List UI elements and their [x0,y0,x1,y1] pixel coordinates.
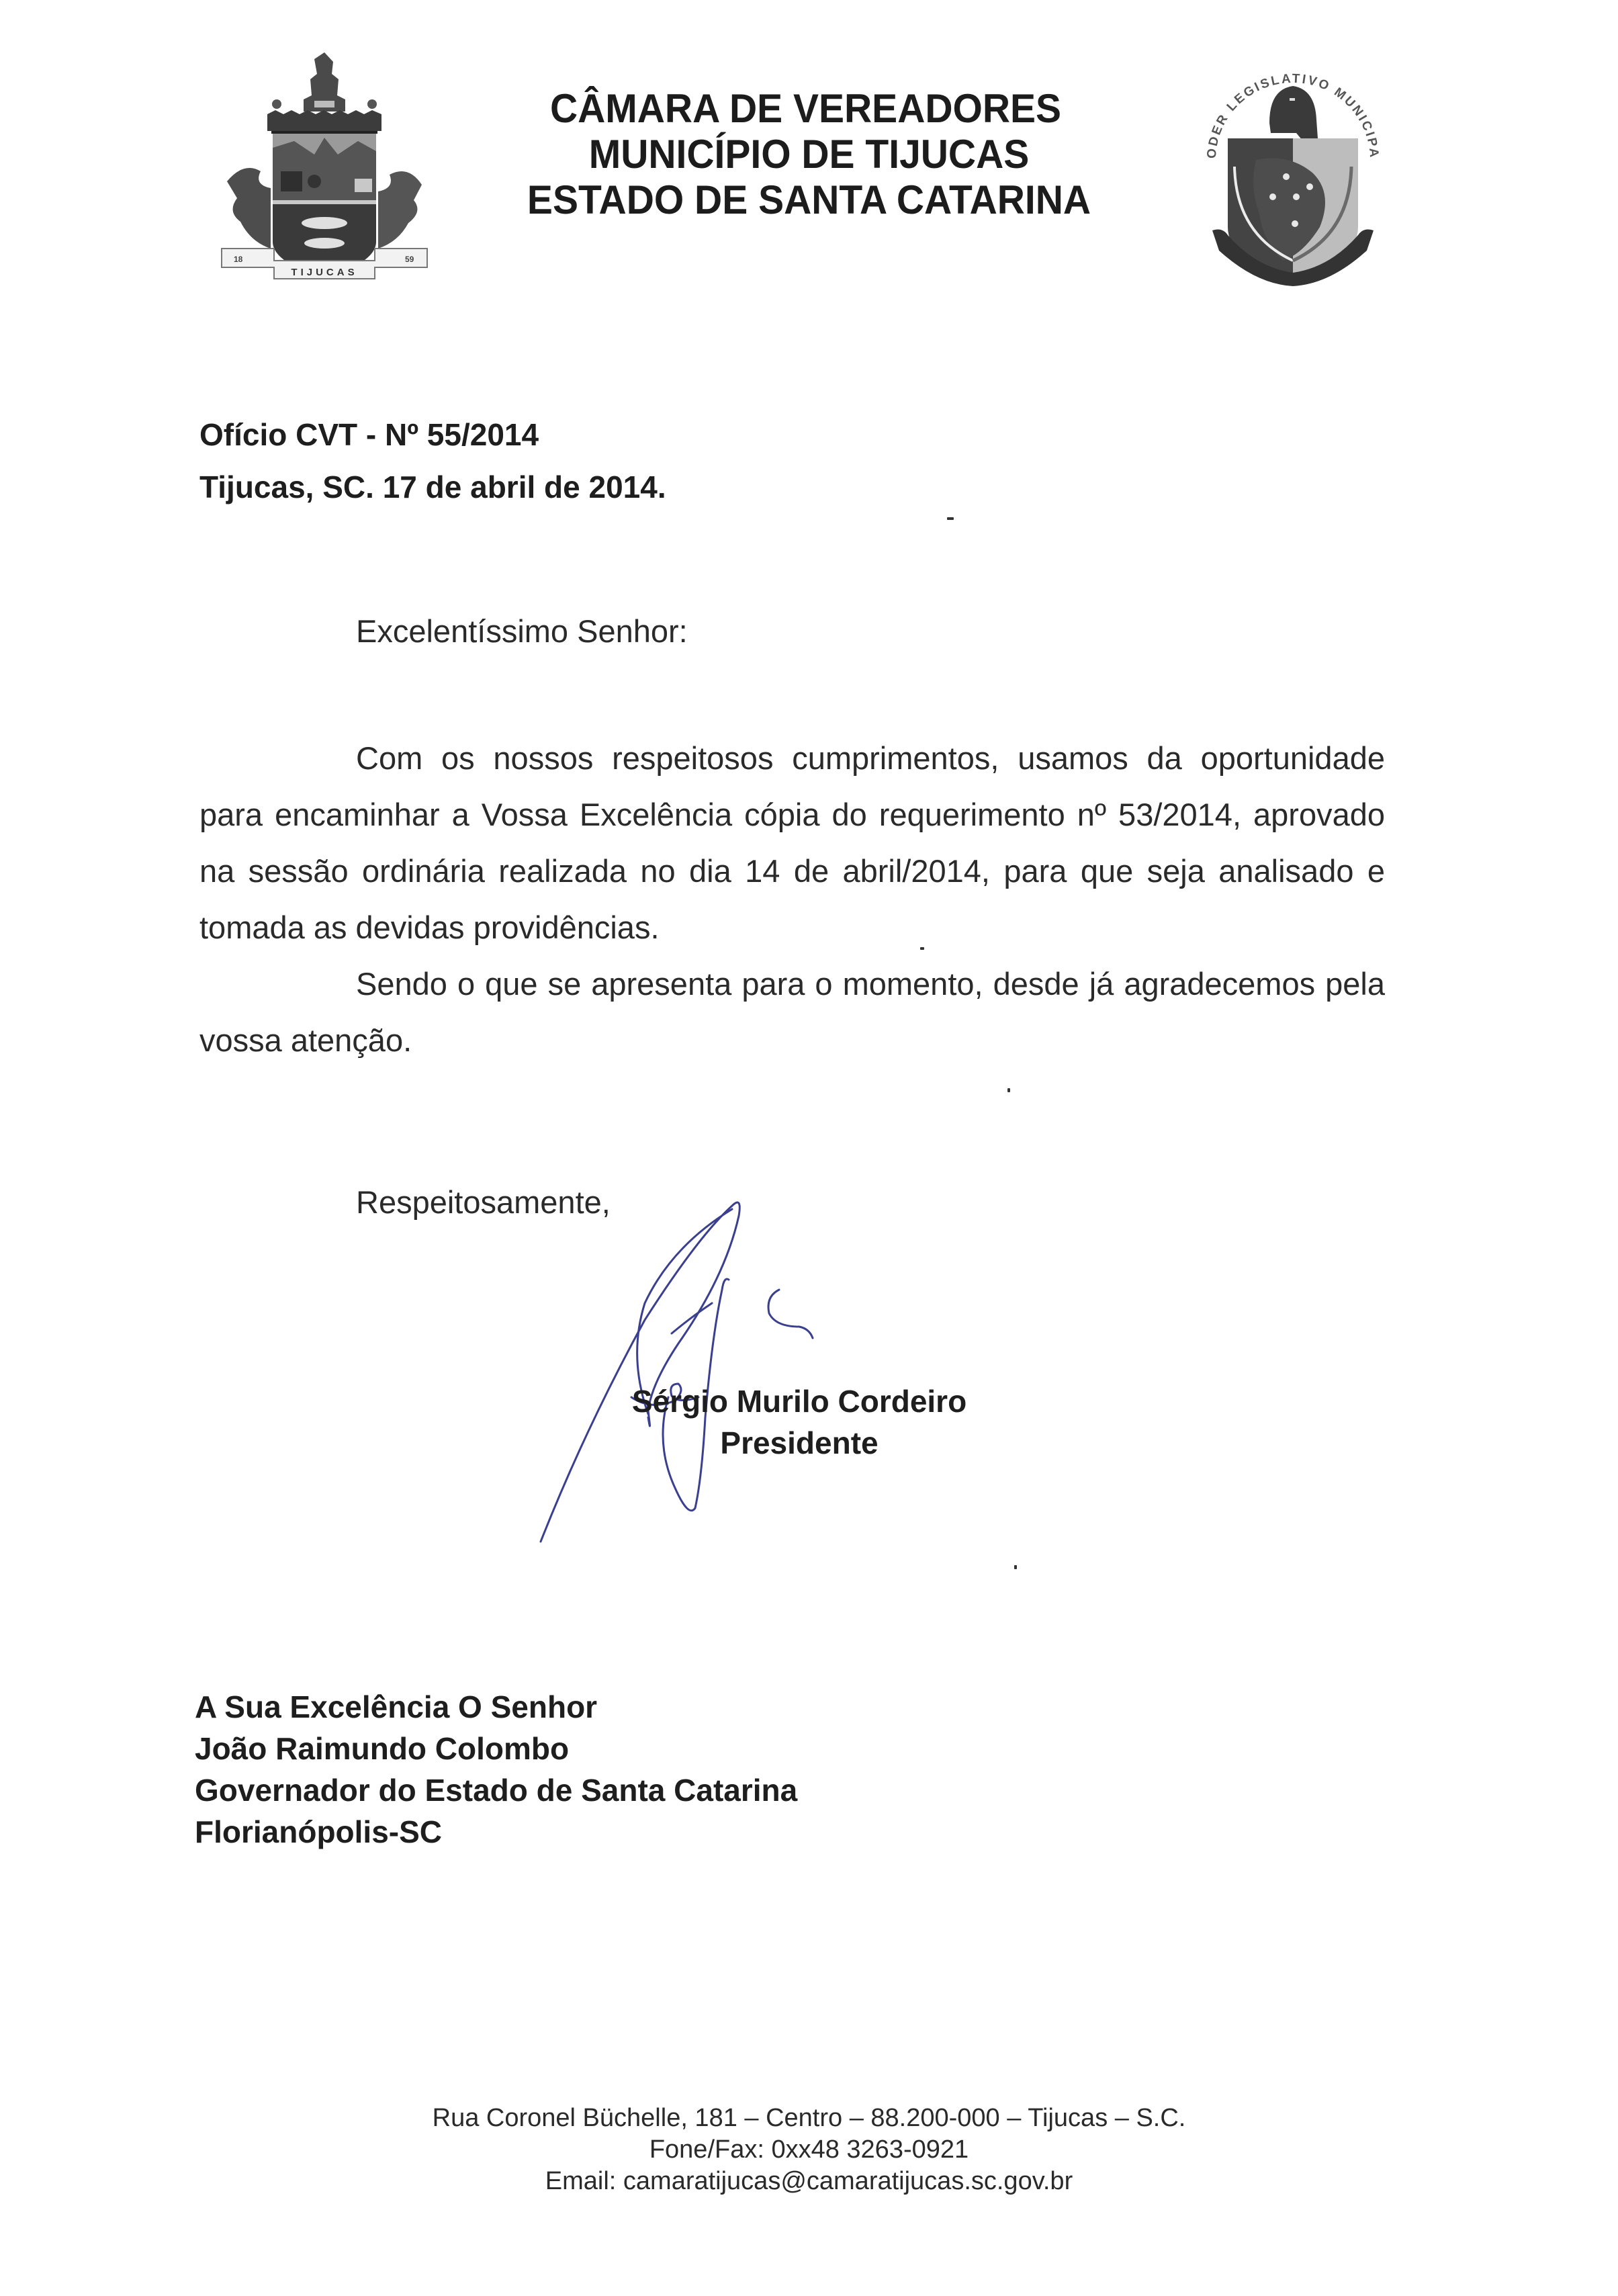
addressee-line-4: Florianópolis-SC [195,1814,442,1849]
place-and-date: Tijucas, SC. 17 de abril de 2014. [199,470,666,504]
signatory-title: Presidente [720,1425,879,1460]
footer-email: Email: camaratijucas@camaratijucas.sc.gov.br [545,2167,1073,2195]
signatory-block [470,1380,1128,1464]
seal-ring-text: ODER LEGISLATIVO MUNICIPA [1204,71,1382,160]
scan-speck [920,947,924,950]
footer-address: Rua Coronel Büchelle, 181 – Centro – 88.200-000 – Tijucas – S.C. [432,2104,1186,2132]
scan-speck [947,517,954,520]
svg-text:59: 59 [405,255,414,264]
footer-phone: Fone/Fax: 0xx48 3263-0921 [649,2135,969,2164]
document-reference [199,408,666,513]
legislative-power-seal-icon [1196,59,1390,288]
addressee-block [195,1686,797,1853]
legislative-seal-graphic [1196,59,1390,288]
letterhead-line-3: ESTADO DE SANTA CATARINA [527,177,1091,223]
letterhead-line-2: MUNICÍPIO DE TIJUCAS [588,132,1030,177]
addressee-line-1: A Sua Excelência O Senhor [195,1689,598,1724]
letterhead-line-1: CÂMARA DE VEREADORES [549,86,1062,132]
letter-body [199,730,1385,1069]
coat-of-arms-ribbon-text: TIJUCAS [291,267,358,278]
office-number: Ofício CVT - Nº 55/2014 [199,417,539,452]
handwritten-signature [510,1182,994,1558]
salutation: Excelentíssimo Senhor: [356,613,688,649]
svg-text:18: 18 [234,255,243,264]
body-paragraph-1: Com os nossos respeitosos cumprimentos, usamos da oportunidade para encaminhar a Vossa Excelência cópia do requerimento nº 53/2014, aprovado na sessão ordinária realizada no dia 14 de abril/2014, para que seja analisado e tomada as devidas providências. [199,740,1385,945]
signature-strokes [510,1182,994,1558]
addressee-line-2: João Raimundo Colombo [195,1731,570,1766]
closing: Respeitosamente, [356,1184,611,1220]
addressee-line-3: Governador do Estado de Santa Catarina [195,1773,798,1808]
scan-speck [1007,1088,1010,1092]
scan-speck [1014,1565,1017,1569]
letterhead-footer [0,2103,1618,2197]
signatory-name: Sérgio Murilo Cordeiro [631,1384,967,1419]
body-paragraph-2: Sendo o que se apresenta para o momento, desde já agradecemos pela vossa atenção. [199,966,1385,1058]
